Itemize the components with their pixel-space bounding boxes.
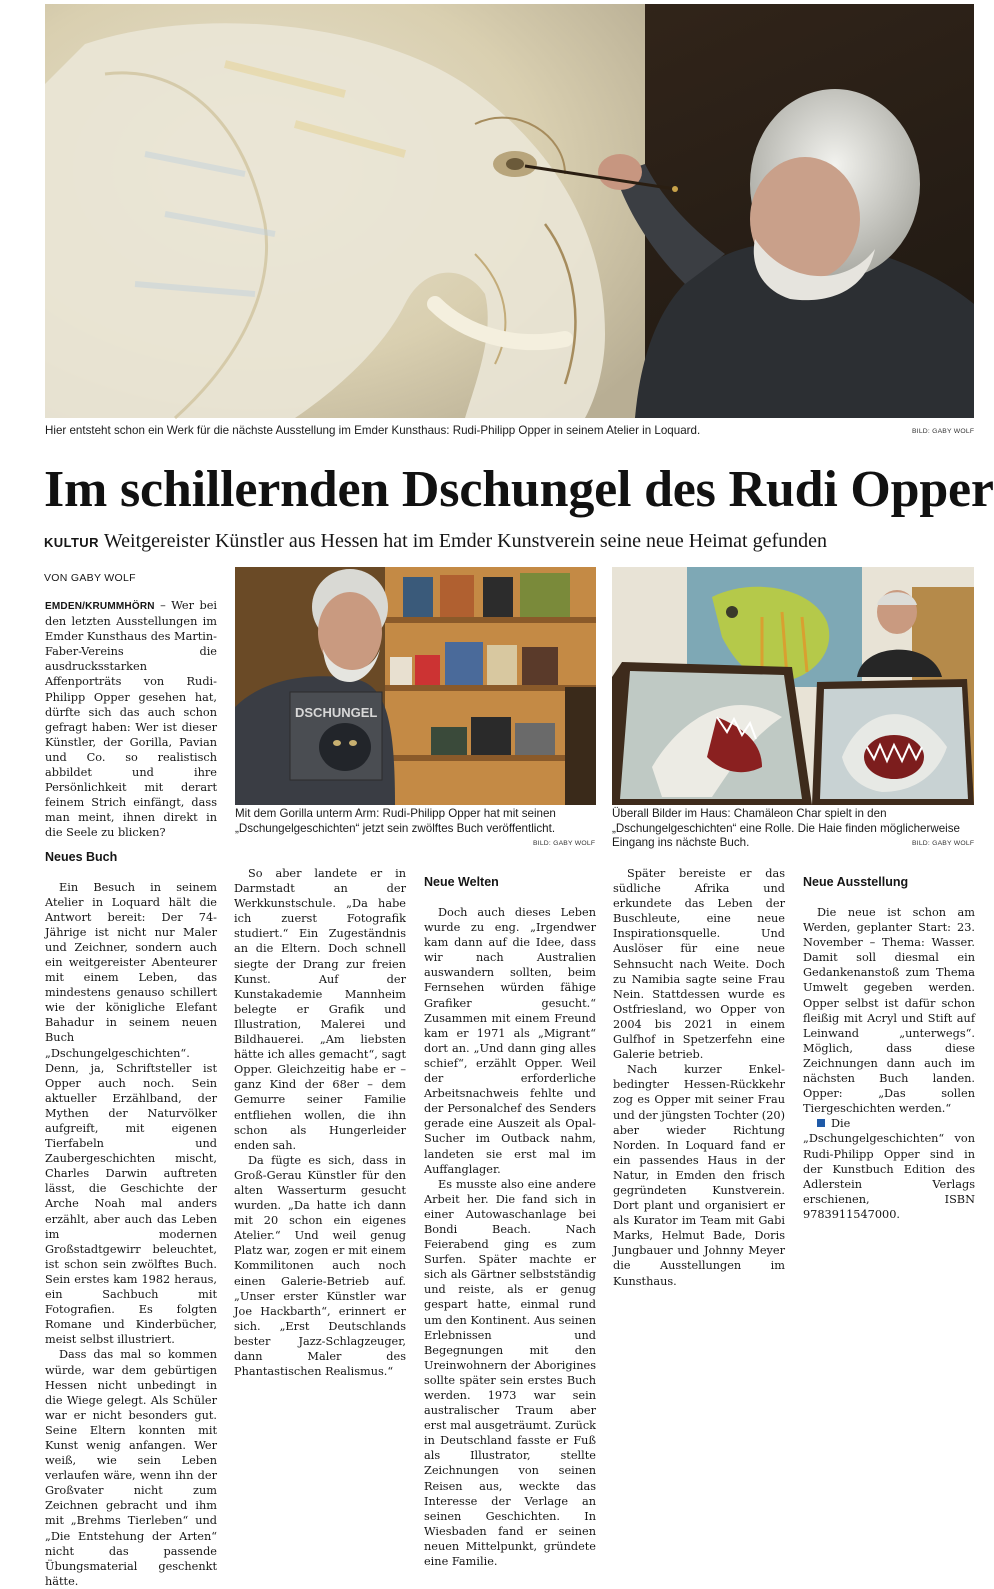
paragraph-2: Dass das mal so kommen würde, war dem gebürtigen Hessen nicht unbedingt in die Wiege gelegt. Als Schüler war er nicht besonders gut. Seine Eltern konnten mit Kunst wenig anfangen. Wer weiß, wie sein Leben verlaufen wäre, wenn ihn der Großvater nicht zum Zeichnen gebracht und ihm mit „Brehms Tierleben“ und „Die Entstehung der Arten“ nicht das passende Übungsmaterial geschenkt hätte. <box>45 1348 217 1588</box>
main-photo-credit: BILD: GABY WOLF <box>912 428 975 435</box>
paragraph-5: Doch auch dieses Leben wurde zu eng. „Irgendwer kam dann auf die Idee, dass wir nach Australien auswandern sollten, beim Fernsehen würden fähige Grafiker gesucht.“ Zusammen mit einem Freund kam er 1971 als „Migrant“ dort an. „Und dann ging alles schief“, erzählt Opper. Weil der erforderliche Arbeitsnachweis fehlte und der Personalchef des Senders gerade eine Auszeit als Opal-Sucher im Outback nahm, landeten sie erst mal im Auffanglager. <box>424 906 596 1176</box>
paragraph-9: Die neue ist schon am Werden, geplanter Start: 23. November – Thema: Wasser. Damit soll diesmal ein Gedankenanstoß zum Thema Umwelt gegeben werden. Opper selbst ist dafür schon fleißig mit Acryl und Stift auf Leinwand „unterwegs“. Möglich, dass diese Zeichnungen dann auch im nächsten Buch landen. Opper: „Das sollen Tiergeschichten werden.“ <box>803 906 975 1116</box>
subheadline-text: Weitgereister Künstler aus Hessen hat im Emder Kunstverein seine neue Heimat gefunden <box>103 530 828 552</box>
column-4 <box>613 866 785 1289</box>
book-cover-title: DSCHUNGEL <box>295 705 378 720</box>
subheading-neue-ausstellung: Neue Ausstellung <box>803 875 909 889</box>
paintings-sharks-chameleon-photo <box>612 567 974 805</box>
main-photo-caption: Hier entsteht schon ein Werk für die nächste Ausstellung im Emder Kunsthaus: Rudi-Philipp Opper in seinem Atelier in Loquard. <box>45 424 701 437</box>
paragraph-1: Ein Besuch in seinem Atelier in Loquard hält die Antwort bereit: Der 74-Jährige ist nicht nur Maler und Zeichner, sondern auch ein weitgereister Abenteurer mit einem Leben, das mindestens genauso schillert wie der königliche Elefant Bahadur in seinem neuen Buch „Dschungelgeschichten“. Denn, ja, Schriftsteller ist Opper auch noch. Sein aktueller Erzählband, der Mythen der Naturvölker aufgreift, mit eigenen Tierfabeln und Zaubergeschichten mischt, Charles Darwin auftreten lässt, die Geschichte der Arche Noah mal anders erzählt, aber auch das Leben im modernen Großstadtgewirr beleuchtet, ist schon sein zwölftes Buch. Sein erstes kam 1982 heraus, ein Sachbuch mit Fotografien. Es folgten Romane und Kinderbücher, meist selbst illustriert. <box>45 880 217 1347</box>
headline: Im schillernden Dschungel des Rudi Opper <box>44 461 994 518</box>
subheading-neue-welten: Neue Welten <box>424 875 499 889</box>
dateline: EMDEN/KRUMMHÖRN <box>45 601 155 612</box>
intro-text: – Wer bei den letzten Ausstellungen im Emder Kunsthaus des Martin-Faber-Vereins die ausdrucksstarken Affenporträts von Rudi-Philipp Opper gesehen hat, dürfte sich das auch schon gefragt haben: Wer ist dieser Künstler, der Gorilla, Pavian und Co. so realistisch abbildet und ihre Persönlichkeit mit derart feinem Strich einfängt, dass man meint, ihnen direkt in die Seele zu blicken? <box>45 599 217 840</box>
subheadline <box>44 528 827 556</box>
info-square-icon <box>817 1119 825 1127</box>
paragraph-7: Später bereiste er das südliche Afrika und erkundete das Leben der Buschleute, eine neue Inspirationsquelle. Und Auslöser für eine neue Sehnsucht nach Weite. Doch zu Namibia sagte seine Frau Nein. Stattdessen wurde es Ostfriesland, wo Opper von 2004 bis 2021 in einem Gulfhof in Spetzerfehn eine Galerie betrieb. <box>613 867 785 1062</box>
column-2 <box>234 866 406 1379</box>
section-kicker: KULTUR <box>44 535 99 550</box>
info-text: Die „Dschungelgeschichten“ von Rudi-Philipp Opper sind in der Kunstbuch Edition des Adlerstein Verlags erschienen, ISBN 9783911547000. <box>803 1117 975 1221</box>
paragraph-3: So aber landete er in Darmstadt an der Werkkunstschule. „Da habe ich zuerst Fotografik studiert.“ Ein Zugeständnis an die Eltern. Doch schnell siegte der Drang zur freien Kunst. Auf der Kunstakademie Mannheim belegte er Grafik und Illustration, Malerei und Bildhauerei. „Am liebsten hätte ich alles gemacht“, sagt Opper. Gleichzeitig habe er – ganz Kind der 68er – dem Gemurre seiner Familie entfliehen wollen, die ihn schon als Hungerleider enden sah. <box>234 867 406 1152</box>
elephant-painting-photo <box>45 4 974 418</box>
column-3 <box>424 866 596 1569</box>
column-5 <box>803 866 975 1222</box>
book-photo <box>235 567 596 805</box>
main-photo <box>45 4 974 418</box>
info-box <box>803 1116 975 1222</box>
byline: VON GABY WOLF <box>44 572 136 584</box>
paragraph-6: Es musste also eine andere Arbeit her. Die fand sich in einer Autowaschanlage bei Bondi Beach. Nach Feierabend ging es zum Surfen. Später machte er sich als Gärtner selbstständig und reiste, als er genug gespart hatte, einmal rund um den Kontinent. Aus seinen Erlebnissen und Begegnungen mit den Ureinwohnern der Aborigines sollte später sein erstes Buch werden. 1973 war sein australischer Traum aber erst mal ausgeträumt. Zurück in Deutschland fasste er Fuß als Illustrator, stellte Zeichnungen von seinen Reisen aus, weckte das Interesse der Verlage an seinen Geschichten. In Wiesbaden fand er seinen neuen Mittelpunkt, gründete eine Familie. <box>424 1177 596 1569</box>
paragraph-4: Da fügte es sich, dass in Groß-Gerau Künstler für den alten Wasserturm gesucht wurden. „Da hatte ich dann mit 20 schon ein eigenes Atelier.“ Und weil genug Platz war, zogen er mit einem Kommilitonen auch noch einen Galerie-Betrieb auf. „Unser erster Künstler war Joe Hackbarth“, erinnert er sich. „Erst Deutschlands bester Jazz-Schlagzeuger, dann Maler des Phantastischen Realismus.“ <box>234 1153 406 1379</box>
book-photo-credit: BILD: GABY WOLF <box>533 840 596 847</box>
subheading-neues-buch: Neues Buch <box>45 849 118 864</box>
column-1 <box>45 598 217 1589</box>
intro-paragraph <box>45 598 217 841</box>
gallery-photo <box>612 567 974 805</box>
paragraph-8: Nach kurzer Enkel-bedingter Hessen-Rückkehr zog es Opper mit seiner Frau und der jüngsten Tochter (20) aber wieder Richtung Norden. In Loquard fand er ein passendes Haus in der Natur, in Emden den frisch gegründeten Kunstverein. Dort plant und organisiert er als Kurator im Team mit Gabi Marks, Helmut Bade, Doris Jungbauer und Johnny Meyer die Ausstellungen im Kunsthaus. <box>613 1063 785 1288</box>
gallery-photo-credit: BILD: GABY WOLF <box>912 840 975 847</box>
artist-with-book-photo <box>235 567 596 805</box>
gallery-photo-caption: Überall Bilder im Haus: Chamäleon Char spielt in den „Dschungelgeschichten“ eine Rolle. Die Haie finden möglicherweise Eingang ins nächste Buch. <box>612 807 960 849</box>
book-photo-caption: Mit dem Gorilla unterm Arm: Rudi-Philipp Opper hat mit seinen „Dschungelgeschichten“ jetzt sein zwölftes Buch veröffentlicht. <box>235 807 556 835</box>
